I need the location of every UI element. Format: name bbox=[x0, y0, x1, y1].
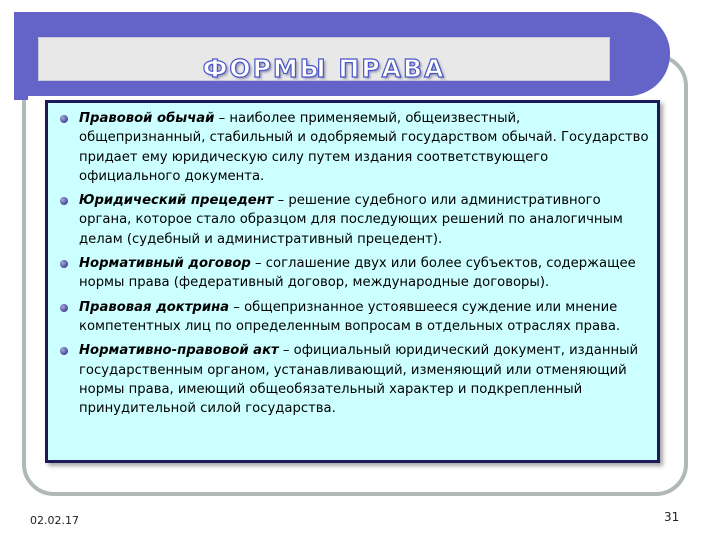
term: Нормативный договор bbox=[79, 256, 251, 272]
definition: – общепризнанное устоявшееся суждение или мнение компетентных лиц по определенным вопросам в отдельных отраслях права. bbox=[79, 299, 621, 334]
definition: – официальный юридический документ, изданный государственным органом, устанавливающий, изменяющий или отменяющий нормы права, имеющий общеобязательный характер и подкрепленный принудительной силой государства. bbox=[79, 343, 639, 417]
term: Нормативно-правовой акт bbox=[79, 343, 279, 359]
definition: – наиболее применяемый, общеизвестный, общепризнанный, стабильный и одобряемый государством обычай. Государство придает ему юридическую силу путем издания соответствующего официального документа. bbox=[79, 111, 649, 184]
list-item bbox=[58, 109, 649, 186]
bullet-icon bbox=[60, 304, 68, 312]
list-item bbox=[58, 191, 649, 249]
title-bar bbox=[38, 37, 610, 81]
list-item bbox=[58, 341, 649, 418]
page-number: 31 bbox=[664, 510, 680, 524]
list-item bbox=[58, 254, 649, 293]
slide-date: 02.02.17 bbox=[30, 514, 79, 527]
list-item bbox=[58, 298, 649, 337]
terms-list bbox=[58, 109, 649, 418]
bullet-icon bbox=[60, 347, 68, 355]
term: Правовая доктрина bbox=[79, 299, 230, 315]
definition: – соглашение двух или более субъектов, содержащее нормы права (федеративный договор, международные договоры). bbox=[79, 256, 636, 291]
term: Юридический прецедент bbox=[79, 193, 274, 209]
content-box bbox=[45, 100, 660, 463]
slide-title: ФОРМЫ ПРАВА bbox=[202, 53, 446, 83]
bullet-icon bbox=[60, 260, 68, 268]
term: Правовой обычай bbox=[79, 111, 215, 126]
bullet-icon bbox=[60, 115, 68, 123]
definition: – решение судебного или административного органа, которое стало образцом для последующих решений по аналогичным делам (судебный и административный прецедент). bbox=[79, 193, 623, 247]
bullet-icon bbox=[60, 197, 68, 205]
